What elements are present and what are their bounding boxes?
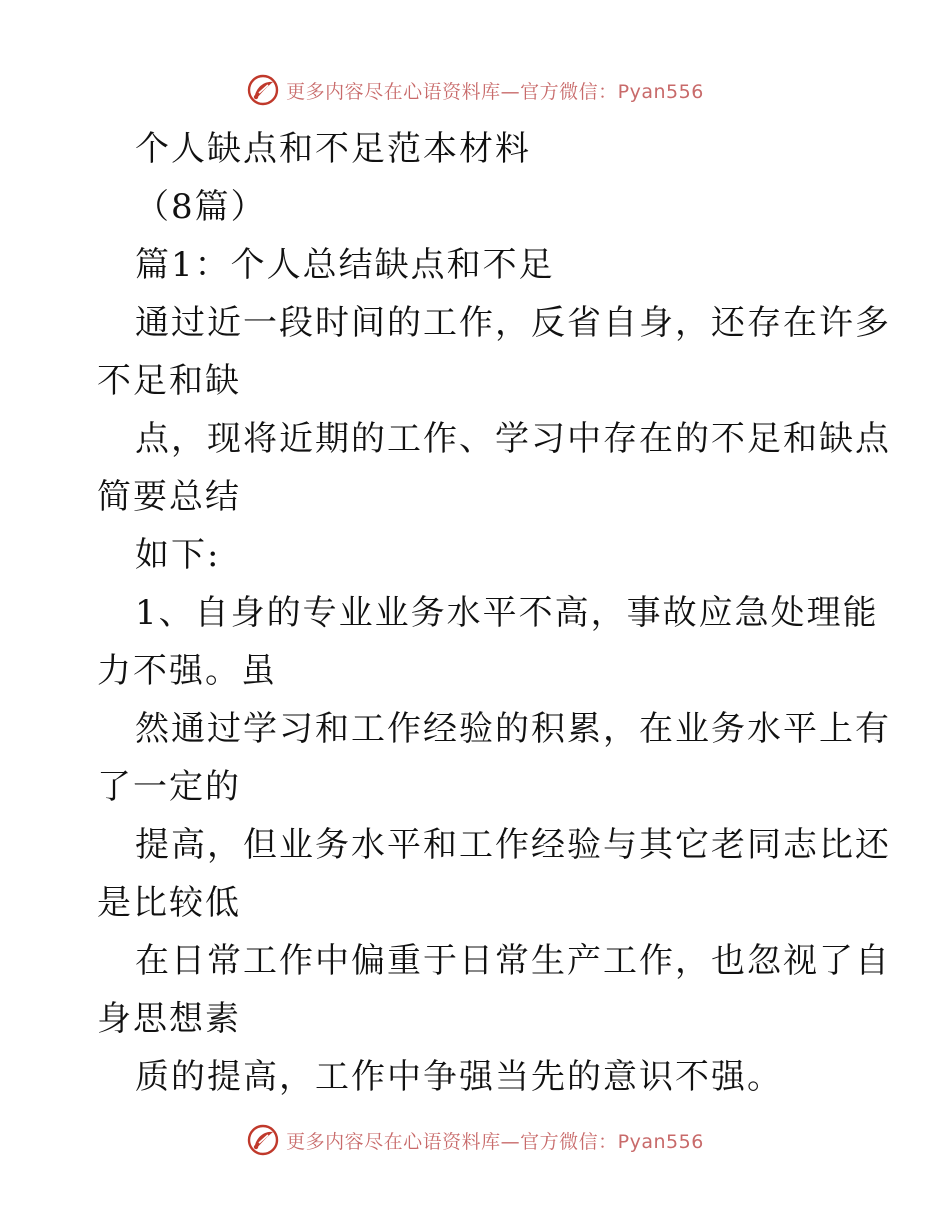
document-subtitle: （8篇）	[135, 187, 267, 227]
document-title: 个人缺点和不足范本材料	[135, 129, 531, 169]
brand-logo-icon	[246, 1123, 280, 1157]
body-line: 身思想素	[97, 999, 241, 1039]
footer-banner-text: 更多内容尽在心语资料库—官方微信：Pyan556	[286, 1130, 704, 1153]
body-line: 通过近一段时间的工作，反省自身，还存在许多	[135, 303, 891, 343]
brand-logo-icon	[246, 73, 280, 107]
body-line: 了一定的	[97, 767, 241, 807]
footer-banner-content	[246, 1123, 704, 1157]
body-line: 然通过学习和工作经验的积累，在业务水平上有	[135, 709, 891, 749]
body-line: 力不强。虽	[97, 651, 277, 691]
body-line: 不足和缺	[97, 361, 241, 401]
body-line: 简要总结	[97, 477, 241, 517]
footer-banner	[0, 1120, 950, 1160]
body-line: 是比较低	[97, 883, 241, 923]
list-item-line: 1、自身的专业业务水平不高，事故应急处理能	[135, 593, 879, 633]
section-heading: 篇1：个人总结缺点和不足	[135, 245, 555, 285]
header-banner-text: 更多内容尽在心语资料库—官方微信：Pyan556	[286, 80, 704, 103]
body-line: 提高，但业务水平和工作经验与其它老同志比还	[135, 825, 891, 865]
body-line: 点，现将近期的工作、学习中存在的不足和缺点	[135, 419, 891, 459]
document-body	[97, 120, 891, 1106]
header-banner-content	[246, 73, 704, 107]
header-banner	[0, 70, 950, 110]
body-line: 在日常工作中偏重于日常生产工作，也忽视了自	[135, 941, 891, 981]
body-line: 如下:	[135, 535, 221, 575]
body-line: 质的提高，工作中争强当先的意识不强。	[135, 1057, 783, 1097]
